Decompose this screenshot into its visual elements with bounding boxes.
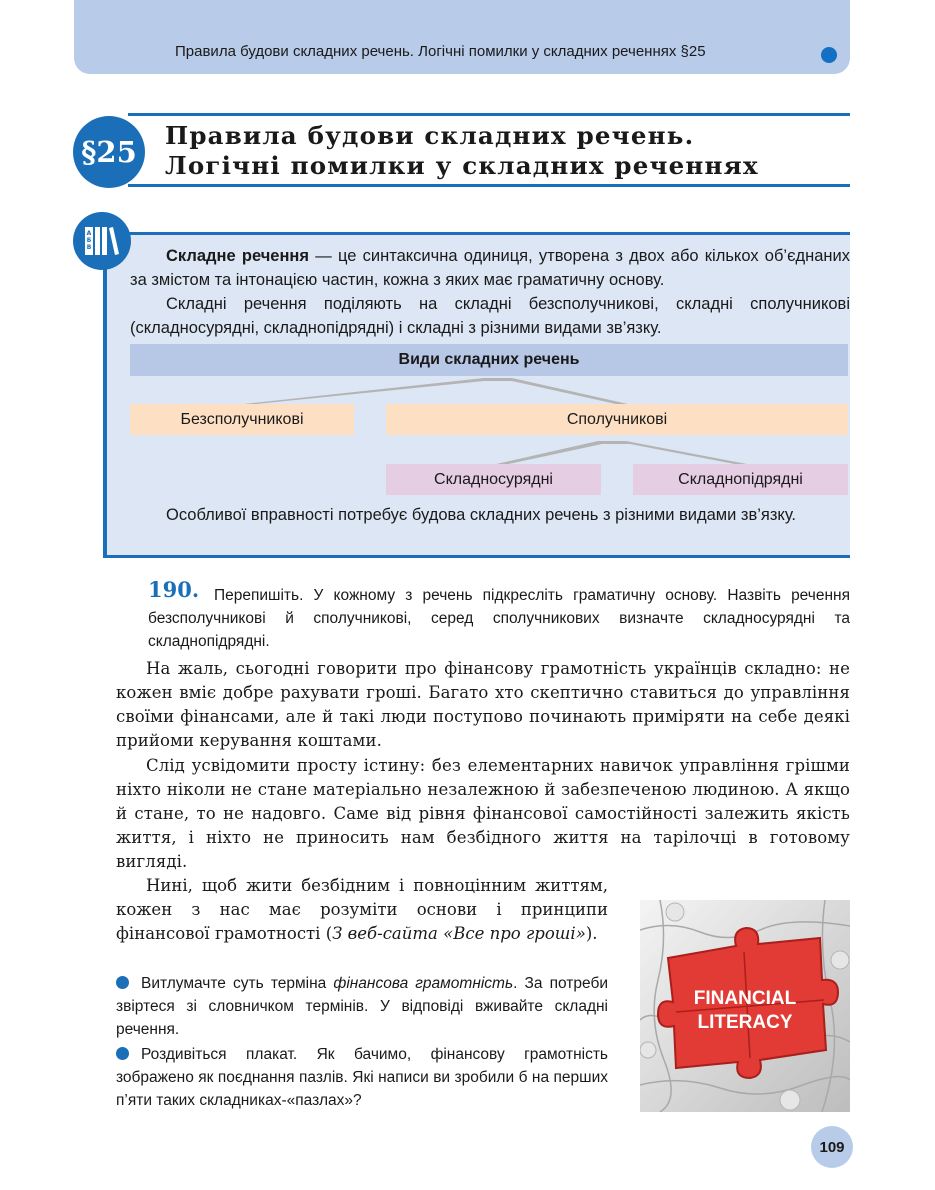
diagram-heading: Види складних речень xyxy=(130,344,848,376)
financial-literacy-image xyxy=(640,900,850,1112)
diagram-complex: Складнопідрядні xyxy=(633,464,848,495)
text-source: З веб-сайта «Все про гроші» xyxy=(332,924,586,943)
exercise-instruction: Перепишіть. У кожному з речень підкресліть граматичну основу. Назвіть речення безсполучникові й сполучникові, серед сполучникових визначте складносурядні та складнопідрядні. xyxy=(148,587,850,650)
task-2-text: Роздивіться плакат. Як бачимо, фінансову грамотність зображено як поєднання пазлів. Які написи ви зробили б на перших п’яти таких складниках-«пазлах»? xyxy=(116,1046,608,1109)
section-title-line-2: Логічні помилки у складних реченнях xyxy=(165,151,759,180)
theory-paragraph-3: Особливої вправності потребує будова складних речень з різними видами зв’язку. xyxy=(166,506,797,524)
text-paragraph-3-end: ). xyxy=(585,924,598,943)
puzzle-pieces-image xyxy=(640,900,850,1112)
section-number-badge: §25 xyxy=(73,116,145,188)
theory-paragraph-2: Складні речення поділяють на складні безсполучникові, складні сполучникові (складносурядні, складнопідрядні) і складні з різними видами зв’язку. xyxy=(130,295,850,337)
theory-definition-text: — це синтаксична одиниця, утворена з двох або кількох об’єднаних за змістом та інтонацією частин, кожна з яких має граматичну основу. xyxy=(130,247,850,289)
image-text-line-1: FINANCIAL xyxy=(693,988,797,1009)
diagram-syndetic: Сполучникові xyxy=(386,404,848,435)
diagram-asyndetic: Безсполучникові xyxy=(130,404,354,435)
text-paragraph-3 xyxy=(116,874,608,946)
diagram-compound: Складносурядні xyxy=(386,464,601,495)
bullet-icon xyxy=(116,1047,129,1060)
text-paragraph-2: Слід усвідомити просту істину: без елементарних навичок управління грішми ніхто ніколи не стане матеріально незалежною й забезпеченою людиною. А якщо й стане, то не надовго. Саме від рівня фінансової самостійності залежить якість життя, і ніхто не приносить нам безбідного життя на тарілочці в готовому вигляді. xyxy=(116,756,850,871)
svg-text:В: В xyxy=(86,244,92,251)
svg-text:Б: Б xyxy=(86,237,92,244)
theory-term: Складне речення xyxy=(166,247,310,265)
task-1-after: . За потреби звіртеся зі словничком термінів. У відповіді вживайте складні речення. xyxy=(116,975,608,1038)
text-paragraph-1: На жаль, сьогодні говорити про фінансову грамотність українців складно: не кожен вміє добре рахувати гроші. Багато хто скептично ставиться до управління своїми фінансами, але й такі люди поступово починають приміряти на себе деякі прийоми керування коштами. xyxy=(116,659,850,750)
bullet-icon xyxy=(116,976,129,989)
task-1 xyxy=(116,972,608,1041)
task-1-term: фінансова грамотність xyxy=(333,975,514,992)
exercise-number: 190. xyxy=(148,577,200,602)
section-title-line-1: Правила будови складних речень. xyxy=(165,121,695,150)
text-paragraph-3-main: Нині, щоб жити безбідним і повноцінним життям, кожен з нас має розуміти основи і принципи фінансової грамотності ( xyxy=(116,876,608,943)
svg-text:А: А xyxy=(86,230,92,237)
task-2 xyxy=(116,1043,608,1112)
page-number: 109 xyxy=(811,1126,853,1168)
running-header-title: Правила будови складних речень. Логічні помилки у складних реченнях §25 xyxy=(175,43,706,60)
task-1-before: Витлумачте суть терміна xyxy=(141,975,334,992)
image-text-line-2: LITERACY xyxy=(697,1012,793,1033)
